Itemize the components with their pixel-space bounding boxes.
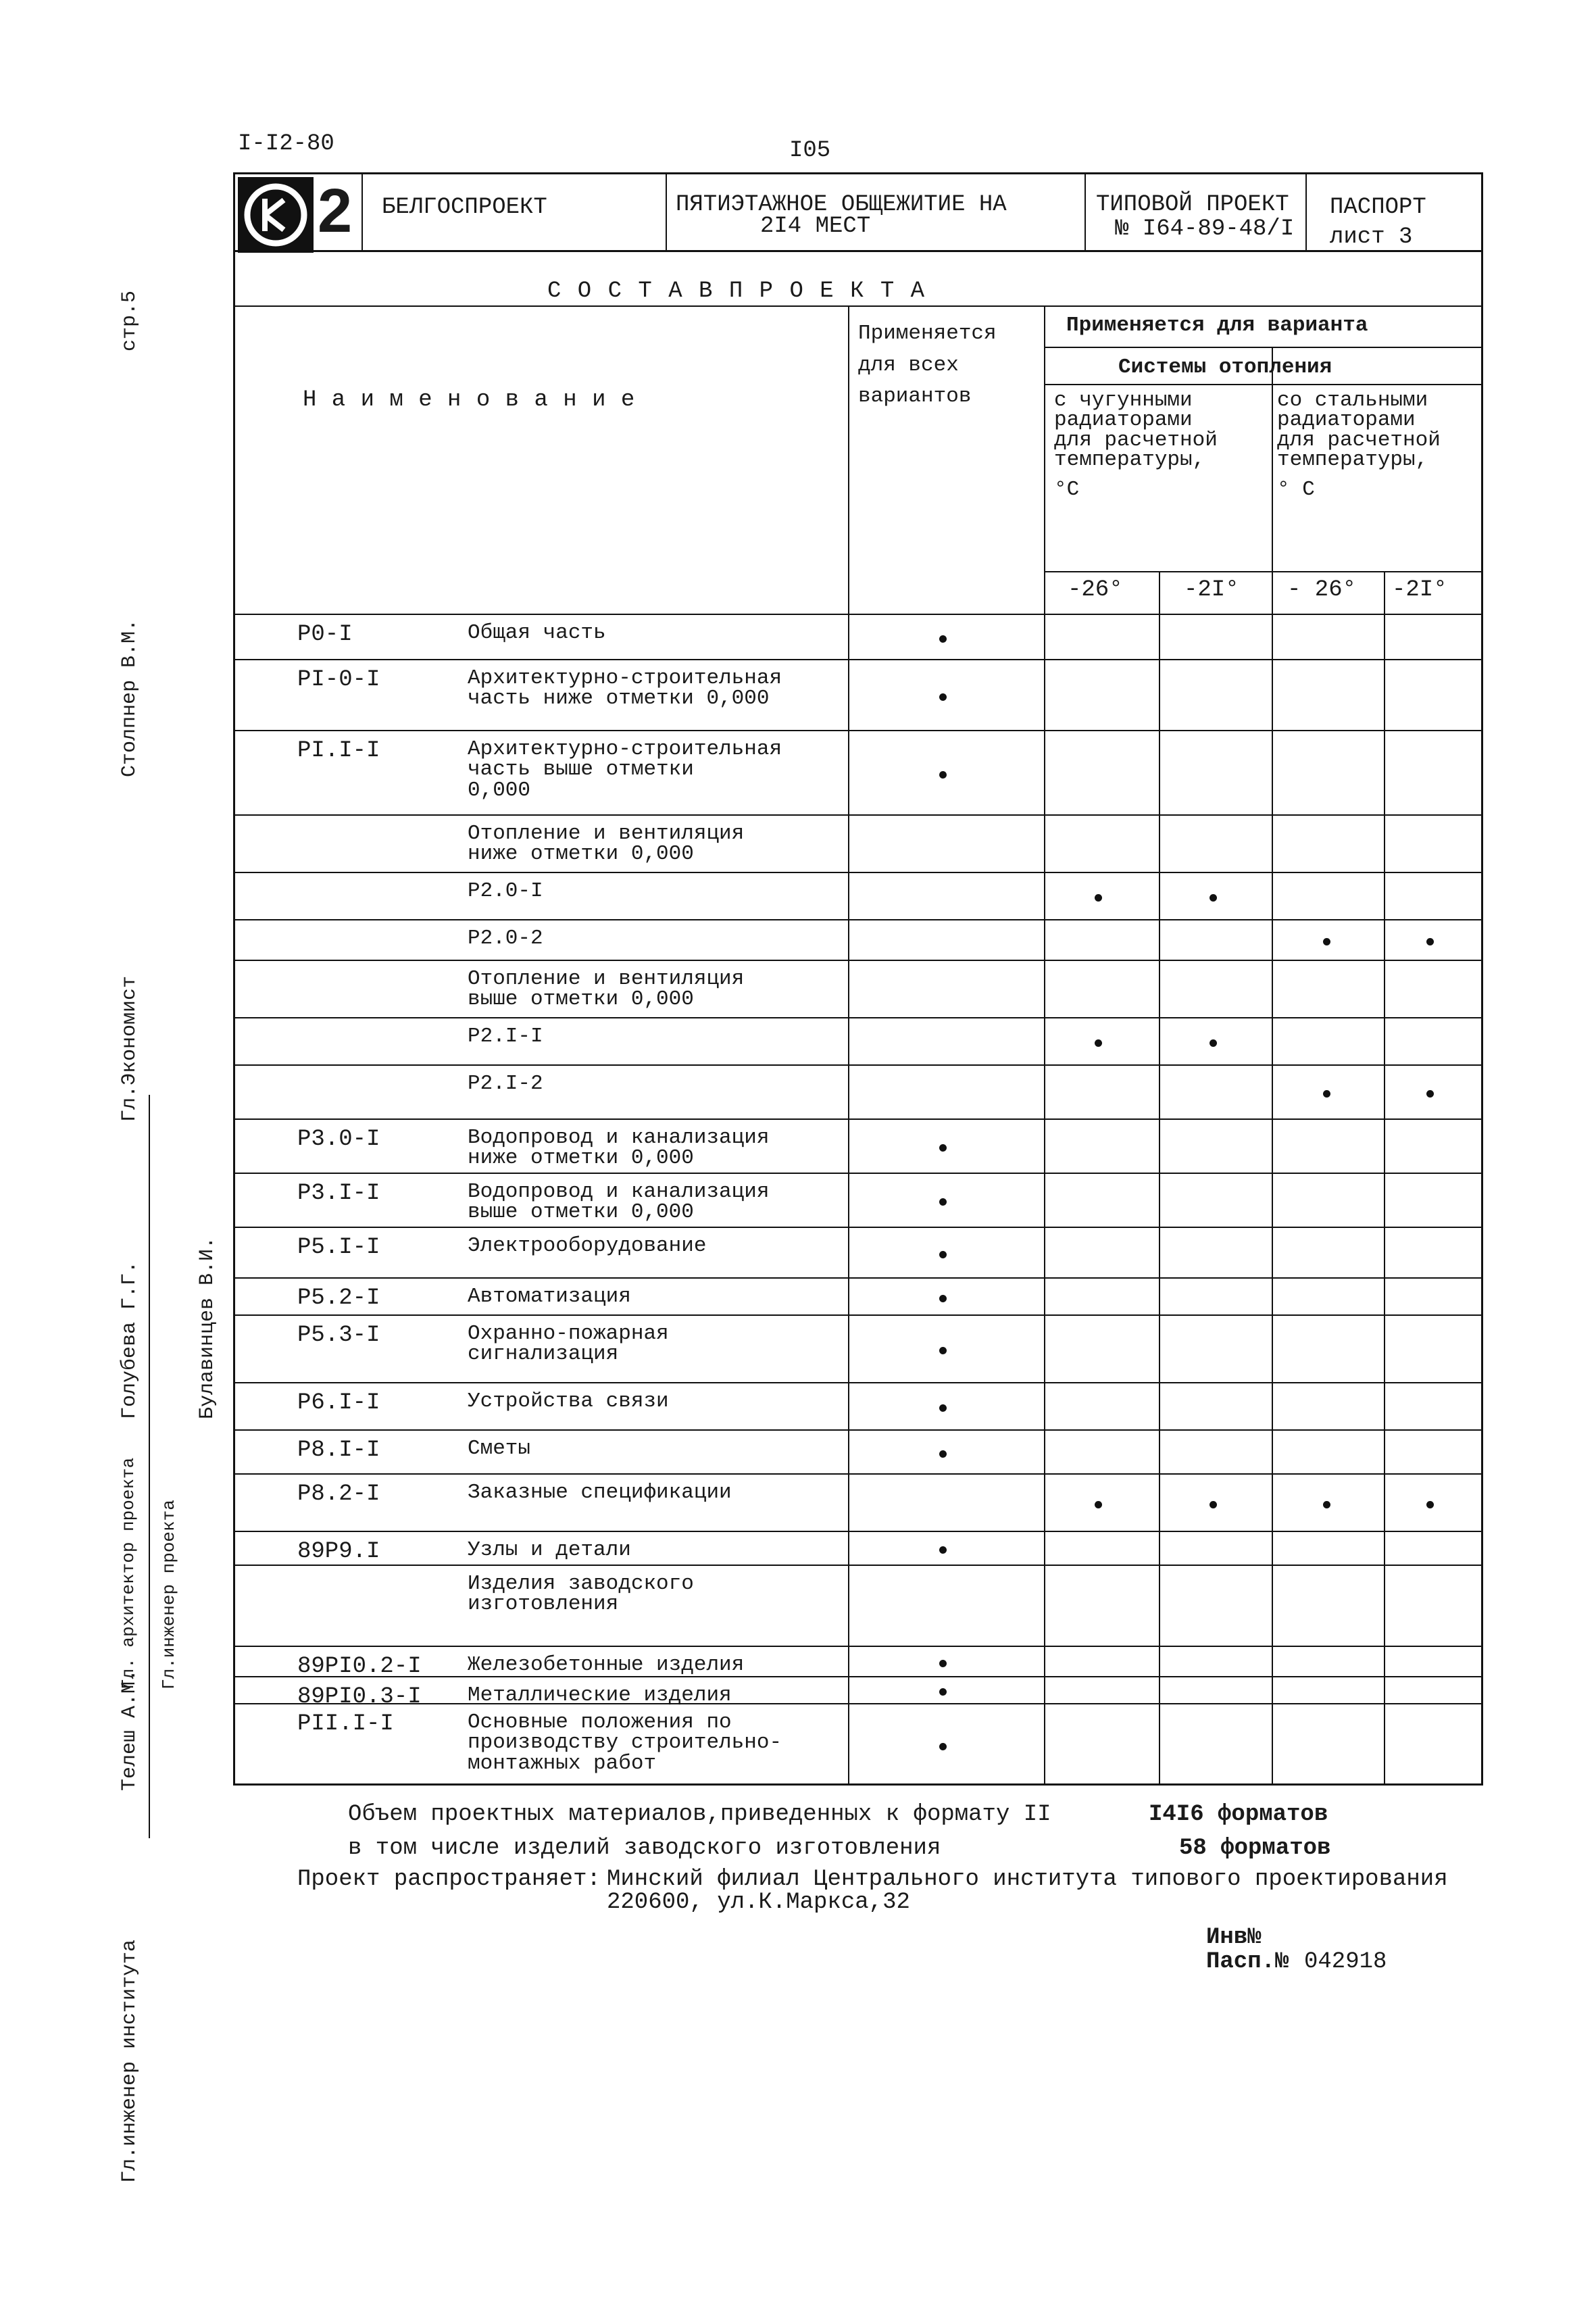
applicability-mark bbox=[939, 1144, 947, 1152]
passport-number: 042918 bbox=[1304, 1949, 1387, 1975]
margin-economist: Гл.Экономист bbox=[118, 975, 141, 1122]
temp-steel-21: -2I° bbox=[1392, 577, 1447, 603]
row-name: Архитектурно-строительная часть выше отметки 0,000 bbox=[468, 737, 782, 802]
row-name: Водопровод и канализация ниже отметки 0,000 bbox=[468, 1126, 770, 1171]
object-title-line1: ПЯТИЭТАЖНОЕ ОБЩЕЖИТИЕ НА bbox=[676, 192, 1007, 218]
applicability-mark bbox=[939, 1295, 947, 1302]
distributor-org: Минский филиал Центрального института типового проектирования bbox=[607, 1867, 1448, 1892]
temp-cast-26: -26° bbox=[1068, 577, 1123, 603]
row-code: P3.0-I bbox=[297, 1127, 380, 1152]
applicability-mark bbox=[939, 1546, 947, 1554]
row-code: P8.2-I bbox=[297, 1481, 380, 1507]
row-name: Устройства связи bbox=[468, 1389, 669, 1413]
applicability-mark bbox=[939, 1347, 947, 1354]
incl-value: 58 форматов bbox=[1179, 1836, 1331, 1861]
row-code: P5.2-I bbox=[297, 1285, 380, 1311]
row-code: PII.I-I bbox=[297, 1711, 394, 1737]
row-name: Основные положения по производству строительно- монтажных работ bbox=[468, 1710, 782, 1775]
org-name: БЕЛГОСПРОЕКТ bbox=[382, 195, 547, 220]
logo-digit: 2 bbox=[318, 176, 353, 245]
row-name: Изделия заводского изготовления bbox=[468, 1572, 694, 1617]
applicability-mark bbox=[1323, 938, 1330, 945]
margin-chief-engineer-institute: Гл.инженер института bbox=[118, 1939, 141, 2183]
volume-text: Объем проектных материалов,приведенных к формату II bbox=[348, 1802, 1051, 1827]
applicability-mark bbox=[1095, 1501, 1102, 1508]
applicability-mark bbox=[1210, 894, 1217, 902]
row-name: Архитектурно-строительная часть ниже отметки 0,000 bbox=[468, 666, 782, 711]
project-number: № I64-89-48/I bbox=[1115, 216, 1295, 242]
row-name: Сметы bbox=[468, 1437, 531, 1460]
sheet-code: I-I2-80 bbox=[238, 131, 334, 157]
row-code: P3.I-I bbox=[297, 1181, 380, 1206]
distributor-label: Проект распространяет: bbox=[297, 1867, 601, 1892]
distributor-address: 220600, ул.К.Маркса,32 bbox=[607, 1890, 910, 1915]
page-number: I05 bbox=[789, 138, 831, 164]
row-name: Металлические изделия bbox=[468, 1683, 732, 1707]
row-name: Железобетонные изделия bbox=[468, 1653, 745, 1677]
margin-golubeva: Голубева Г.Г. bbox=[118, 1260, 141, 1419]
applicability-mark bbox=[939, 1450, 947, 1458]
temp-steel-26: - 26° bbox=[1287, 577, 1357, 603]
row-code: 89PI0.2-I bbox=[297, 1654, 422, 1679]
row-name: Узлы и детали bbox=[468, 1538, 631, 1562]
row-code: 89P9.I bbox=[297, 1539, 380, 1565]
applicability-mark bbox=[1426, 1090, 1434, 1098]
applicability-mark bbox=[939, 635, 947, 643]
row-name: Охранно-пожарная сигнализация bbox=[468, 1322, 669, 1367]
applicability-mark bbox=[1095, 894, 1102, 902]
applicability-mark bbox=[1095, 1039, 1102, 1047]
row-name: Общая часть bbox=[468, 621, 606, 645]
project-type: ТИПОВОЙ ПРОЕКТ bbox=[1096, 192, 1289, 218]
row-name: P2.0-I bbox=[468, 879, 543, 903]
row-code: P8.I-I bbox=[297, 1437, 380, 1463]
applicability-mark bbox=[939, 1404, 947, 1412]
temp-cast-21: -2I° bbox=[1184, 577, 1239, 603]
col-variant-header: Применяется для варианта bbox=[1066, 314, 1368, 337]
applicability-mark bbox=[939, 1198, 947, 1206]
row-code: P5.I-I bbox=[297, 1235, 380, 1260]
inv-label: Инв№ bbox=[1206, 1925, 1262, 1950]
logo-icon bbox=[238, 177, 314, 253]
col-name-header: Н а и м е н о в а н и е bbox=[303, 387, 636, 413]
sheet-label: лист 3 bbox=[1330, 224, 1413, 250]
col-steel-header: со стальными радиаторами для расчетной температуры, ° С bbox=[1277, 389, 1441, 501]
applicability-mark bbox=[1210, 1501, 1217, 1508]
applicability-mark bbox=[939, 1688, 947, 1696]
row-name: Электрооборудование bbox=[468, 1234, 707, 1258]
passport-label: Пасп.№ bbox=[1206, 1949, 1289, 1975]
table-title: С О С Т А В П Р О Е К Т А bbox=[547, 278, 926, 304]
applicability-mark bbox=[1426, 938, 1434, 945]
object-title-line2: 2I4 МЕСТ bbox=[760, 214, 871, 239]
row-name: Заказные спецификации bbox=[468, 1481, 732, 1504]
row-code: P6.I-I bbox=[297, 1390, 380, 1416]
row-code: PI-0-I bbox=[297, 667, 380, 693]
col-heating-header: Системы отопления bbox=[1118, 355, 1332, 379]
applicability-mark bbox=[1210, 1039, 1217, 1047]
row-name: Отопление и вентиляция ниже отметки 0,000 bbox=[468, 822, 745, 866]
margin-telesh: Телеш А.М. bbox=[118, 1669, 141, 1791]
margin-chief-engineer-project: Гл.инженер проекта bbox=[159, 1500, 179, 1690]
applicability-mark bbox=[939, 1743, 947, 1750]
margin-chief-architect: Гл. архитектор проекта bbox=[118, 1457, 139, 1690]
row-code: PI.I-I bbox=[297, 738, 380, 764]
margin-stolpner: Столпнер В.М. bbox=[118, 618, 141, 777]
col-all-header: Применяется для всех вариантов bbox=[858, 322, 997, 409]
row-code: 89PI0.3-I bbox=[297, 1684, 422, 1710]
margin-bulavintsev: Булавинцев В.И. bbox=[196, 1236, 219, 1419]
doc-type: ПАСПОРТ bbox=[1330, 195, 1426, 220]
applicability-mark bbox=[1426, 1501, 1434, 1508]
applicability-mark bbox=[939, 1660, 947, 1667]
row-code: P0-I bbox=[297, 622, 353, 647]
row-name: P2.0-2 bbox=[468, 927, 543, 950]
row-name: P2.I-2 bbox=[468, 1072, 543, 1096]
row-code: P5.3-I bbox=[297, 1323, 380, 1348]
incl-text: в том числе изделий заводского изготовления bbox=[348, 1836, 941, 1861]
row-name: P2.I-I bbox=[468, 1025, 543, 1048]
row-name: Отопление и вентиляция выше отметки 0,000 bbox=[468, 967, 745, 1012]
margin-page: стр.5 bbox=[118, 290, 141, 351]
row-name: Автоматизация bbox=[468, 1285, 631, 1308]
volume-value: I4I6 форматов bbox=[1149, 1802, 1328, 1827]
applicability-mark bbox=[939, 1251, 947, 1258]
applicability-mark bbox=[939, 693, 947, 701]
applicability-mark bbox=[1323, 1501, 1330, 1508]
applicability-mark bbox=[939, 771, 947, 779]
col-cast-iron-header: с чугунными радиаторами для расчетной температуры, °С bbox=[1054, 389, 1218, 501]
row-name: Водопровод и канализация выше отметки 0,000 bbox=[468, 1180, 770, 1225]
applicability-mark bbox=[1323, 1090, 1330, 1098]
